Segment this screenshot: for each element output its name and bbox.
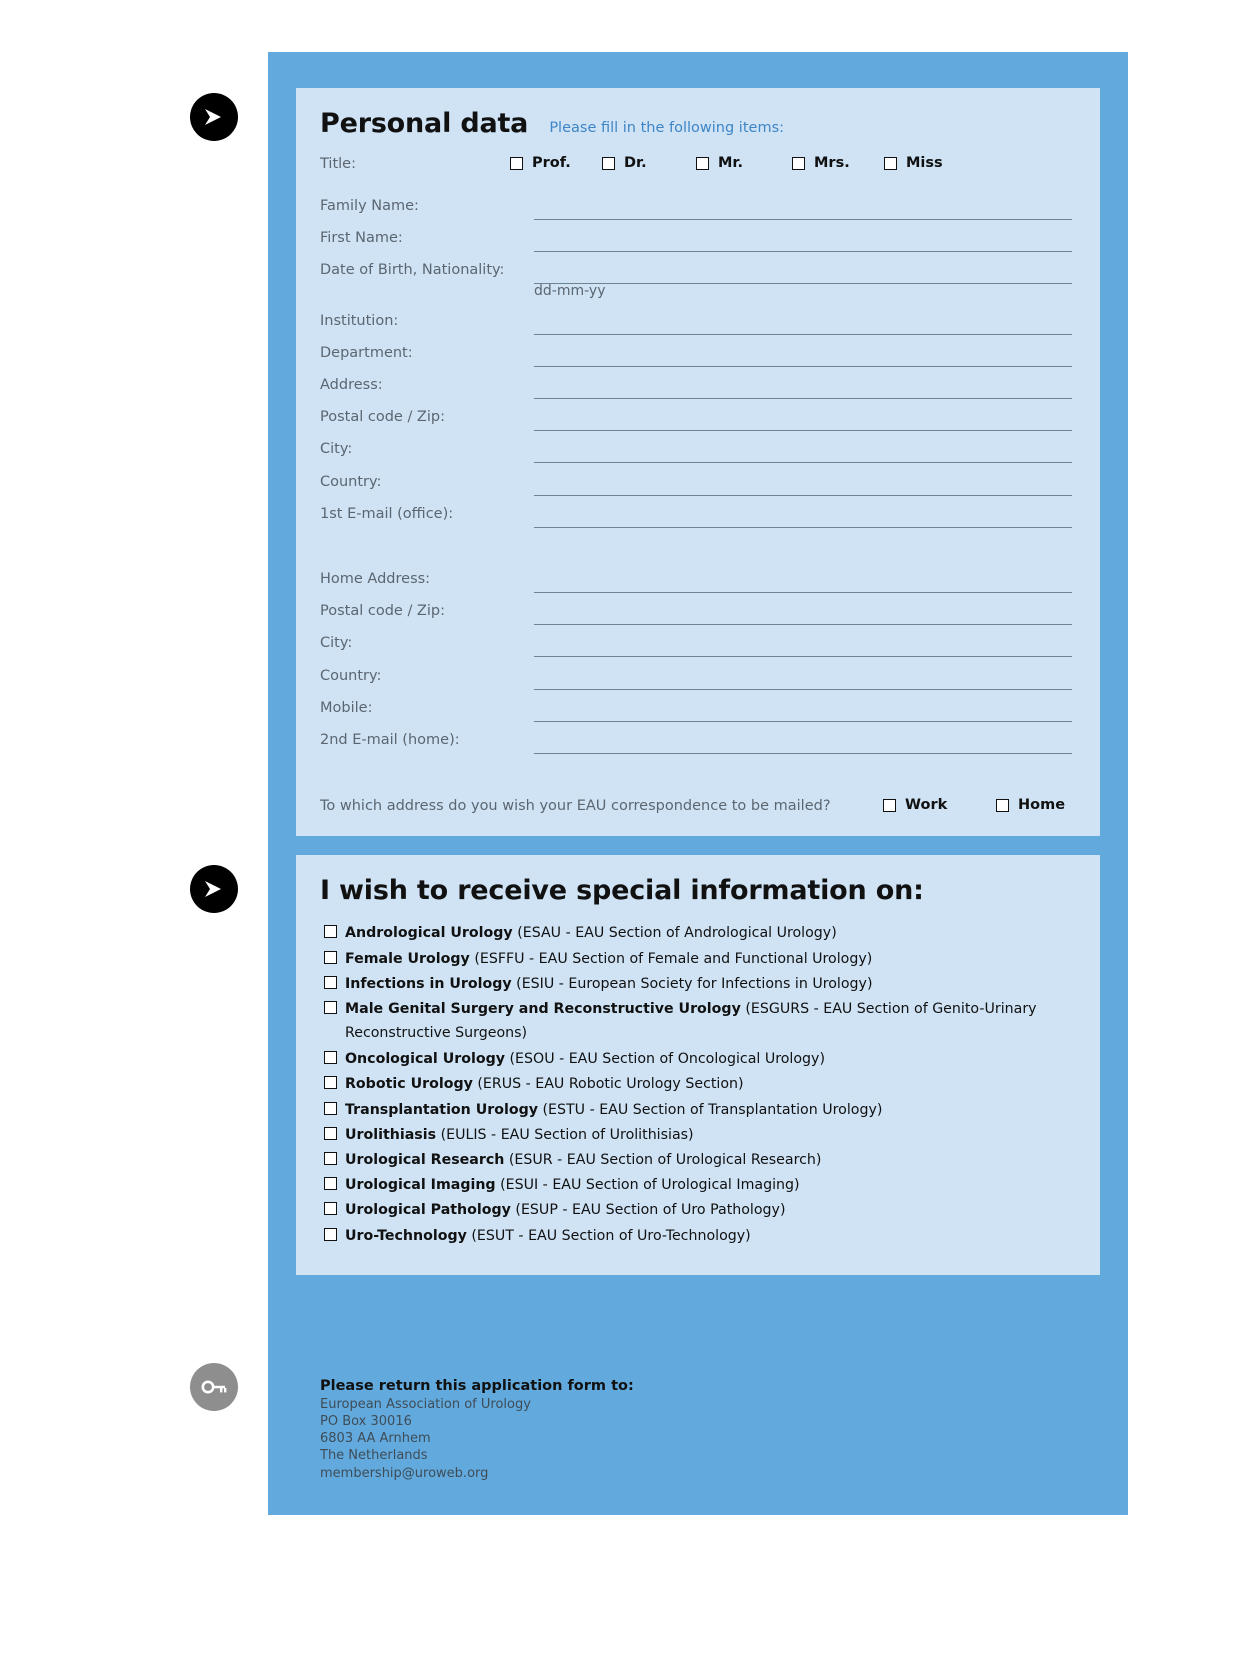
section-label: Urological Research (ESUR - EAU Section of Urological Research) xyxy=(345,1152,822,1168)
field-label: Home Address: xyxy=(320,571,431,587)
field-label: City: xyxy=(320,441,353,457)
field-input-line[interactable] xyxy=(534,623,1072,625)
field-label: Date of Birth, Nationality: xyxy=(320,262,505,278)
field-home-address[interactable] xyxy=(320,571,1076,593)
field-first-name[interactable] xyxy=(320,230,1076,252)
field-input-line[interactable] xyxy=(534,333,1072,335)
section-label: Urolithiasis (EULIS - EAU Section of Urolithisias) xyxy=(345,1127,694,1143)
checkbox-icon[interactable] xyxy=(324,951,337,964)
checkbox-icon[interactable] xyxy=(510,157,523,170)
page-title: Personal data xyxy=(320,108,529,139)
section-checkbox-esou[interactable] xyxy=(324,1047,1080,1071)
field-input-line[interactable] xyxy=(534,218,1072,220)
title-option-label: Mrs. xyxy=(814,155,850,171)
field-label: Mobile: xyxy=(320,700,373,716)
return-address-line: The Netherlands xyxy=(320,1448,428,1464)
date-format-hint: dd-mm-yy xyxy=(534,283,606,299)
checkbox-icon[interactable] xyxy=(324,1102,337,1115)
field-label: Family Name: xyxy=(320,198,419,214)
title-option-miss[interactable] xyxy=(884,155,943,171)
checkbox-icon[interactable] xyxy=(324,1202,337,1215)
field-input-line[interactable] xyxy=(534,526,1072,528)
field-label: Institution: xyxy=(320,313,399,329)
field-city-work[interactable] xyxy=(320,441,1076,463)
return-address-line: 6803 AA Arnhem xyxy=(320,1431,431,1447)
field-department[interactable] xyxy=(320,345,1076,367)
field-input-line[interactable] xyxy=(534,688,1072,690)
field-label: Country: xyxy=(320,668,382,684)
title-option-label: Miss xyxy=(906,155,943,171)
checkbox-icon[interactable] xyxy=(324,1152,337,1165)
return-address-line: European Association of Urology xyxy=(320,1397,531,1412)
field-city-home[interactable] xyxy=(320,635,1076,657)
return-address-line: PO Box 30016 xyxy=(320,1414,412,1430)
field-input-line[interactable] xyxy=(534,655,1072,657)
checkbox-icon[interactable] xyxy=(324,1051,337,1064)
field-email-home[interactable] xyxy=(320,732,1076,754)
special-information-card xyxy=(296,855,1100,1275)
correspondence-option-home[interactable] xyxy=(996,797,1065,813)
field-institution[interactable] xyxy=(320,313,1076,335)
checkbox-icon[interactable] xyxy=(324,1228,337,1241)
field-input-line[interactable] xyxy=(534,494,1072,496)
personal-data-card xyxy=(296,88,1100,836)
section-checkbox-estu[interactable] xyxy=(324,1098,1080,1122)
field-label: Address: xyxy=(320,377,383,393)
section-checkbox-esgurs[interactable] xyxy=(324,997,1060,1046)
section-label: Male Genital Surgery and Reconstructive Urology (ESGURS - EAU Section of Genito-Urinary Reconstructive Surgeons) xyxy=(345,1001,1037,1042)
checkbox-icon[interactable] xyxy=(324,1001,337,1014)
checkbox-icon[interactable] xyxy=(324,976,337,989)
checkbox-icon[interactable] xyxy=(324,1177,337,1190)
title-option-prof[interactable] xyxy=(510,155,571,171)
checkbox-icon[interactable] xyxy=(792,157,805,170)
section-label: Andrological Urology (ESAU - EAU Section of Andrological Urology) xyxy=(345,925,837,941)
section-label: Robotic Urology (ERUS - EAU Robotic Urology Section) xyxy=(345,1076,744,1092)
title-option-mr[interactable] xyxy=(696,155,743,171)
section-checkbox-esau[interactable] xyxy=(324,921,1080,945)
checkbox-icon[interactable] xyxy=(696,157,709,170)
field-input-line[interactable] xyxy=(534,250,1072,252)
field-mobile[interactable] xyxy=(320,700,1076,722)
checkbox-icon[interactable] xyxy=(883,799,896,812)
section-checkbox-esffu[interactable] xyxy=(324,947,1080,971)
field-label: First Name: xyxy=(320,230,403,246)
title-label: Title: xyxy=(320,156,356,172)
field-input-line[interactable] xyxy=(534,720,1072,722)
section-label: Urological Imaging (ESUI - EAU Section of Urological Imaging) xyxy=(345,1177,800,1193)
field-family-name[interactable] xyxy=(320,198,1076,220)
section-checkbox-esut[interactable] xyxy=(324,1224,1080,1248)
section-label: Transplantation Urology (ESTU - EAU Section of Transplantation Urology) xyxy=(345,1102,883,1118)
field-date-of-birth-nationality[interactable] xyxy=(320,262,1076,284)
title-option-dr[interactable] xyxy=(602,155,647,171)
field-country-home[interactable] xyxy=(320,668,1076,690)
section-label: Female Urology (ESFFU - EAU Section of Female and Functional Urology) xyxy=(345,951,873,967)
correspondence-question: To which address do you wish your EAU correspondence to be mailed? xyxy=(320,798,831,814)
field-input-line[interactable] xyxy=(534,429,1072,431)
section-checkbox-esur[interactable] xyxy=(324,1148,1080,1172)
special-information-heading: I wish to receive special information on: xyxy=(320,875,924,906)
section-checkbox-eulis[interactable] xyxy=(324,1123,1080,1147)
section-checkbox-esui[interactable] xyxy=(324,1173,1080,1197)
field-label: City: xyxy=(320,635,353,651)
field-email-office[interactable] xyxy=(320,506,1076,528)
checkbox-icon[interactable] xyxy=(324,1127,337,1140)
key-icon xyxy=(190,1363,238,1411)
section-label: Urological Pathology (ESUP - EAU Section of Uro Pathology) xyxy=(345,1202,786,1218)
title-option-mrs[interactable] xyxy=(792,155,850,171)
section-label: Oncological Urology (ESOU - EAU Section of Oncological Urology) xyxy=(345,1051,825,1067)
title-option-label: Prof. xyxy=(532,155,571,171)
arrow-bullet-icon xyxy=(190,93,238,141)
section-checkbox-erus[interactable] xyxy=(324,1072,1080,1096)
correspondence-option-work[interactable] xyxy=(883,797,947,813)
checkbox-icon[interactable] xyxy=(324,925,337,938)
personal-data-heading xyxy=(320,108,784,139)
field-input-line[interactable] xyxy=(534,752,1072,754)
section-label: Infections in Urology (ESIU - European Society for Infections in Urology) xyxy=(345,976,873,992)
field-label: 2nd E-mail (home): xyxy=(320,732,460,748)
checkbox-icon[interactable] xyxy=(602,157,615,170)
title-option-label: Dr. xyxy=(624,155,647,171)
section-label: Uro-Technology (ESUT - EAU Section of Uro-Technology) xyxy=(345,1228,751,1244)
return-address-title: Please return this application form to: xyxy=(320,1378,634,1394)
checkbox-icon[interactable] xyxy=(324,1076,337,1089)
field-label: Postal code / Zip: xyxy=(320,409,445,425)
arrow-bullet-icon xyxy=(190,865,238,913)
field-input-line[interactable] xyxy=(534,282,1072,284)
field-country-work[interactable] xyxy=(320,474,1076,496)
field-postal-code-work[interactable] xyxy=(320,409,1076,431)
field-label: Postal code / Zip: xyxy=(320,603,445,619)
field-input-line[interactable] xyxy=(534,591,1072,593)
checkbox-icon[interactable] xyxy=(996,799,1009,812)
correspondence-option-label: Work xyxy=(905,797,948,813)
field-label: Country: xyxy=(320,474,382,490)
checkbox-icon[interactable] xyxy=(884,157,897,170)
return-address-block xyxy=(320,1378,840,1482)
title-option-label: Mr. xyxy=(718,155,744,171)
field-input-line[interactable] xyxy=(534,365,1072,367)
return-address-email: membership@uroweb.org xyxy=(320,1465,489,1481)
correspondence-option-label: Home xyxy=(1018,797,1066,813)
section-checkbox-esup[interactable] xyxy=(324,1198,1080,1222)
field-label: 1st E-mail (office): xyxy=(320,506,454,522)
personal-data-subtitle: Please fill in the following items: xyxy=(549,120,785,136)
field-postal-code-home[interactable] xyxy=(320,603,1076,625)
field-input-line[interactable] xyxy=(534,461,1072,463)
field-input-line[interactable] xyxy=(534,397,1072,399)
field-label: Department: xyxy=(320,345,413,361)
field-address[interactable] xyxy=(320,377,1076,399)
section-checkbox-esiu[interactable] xyxy=(324,972,1080,996)
